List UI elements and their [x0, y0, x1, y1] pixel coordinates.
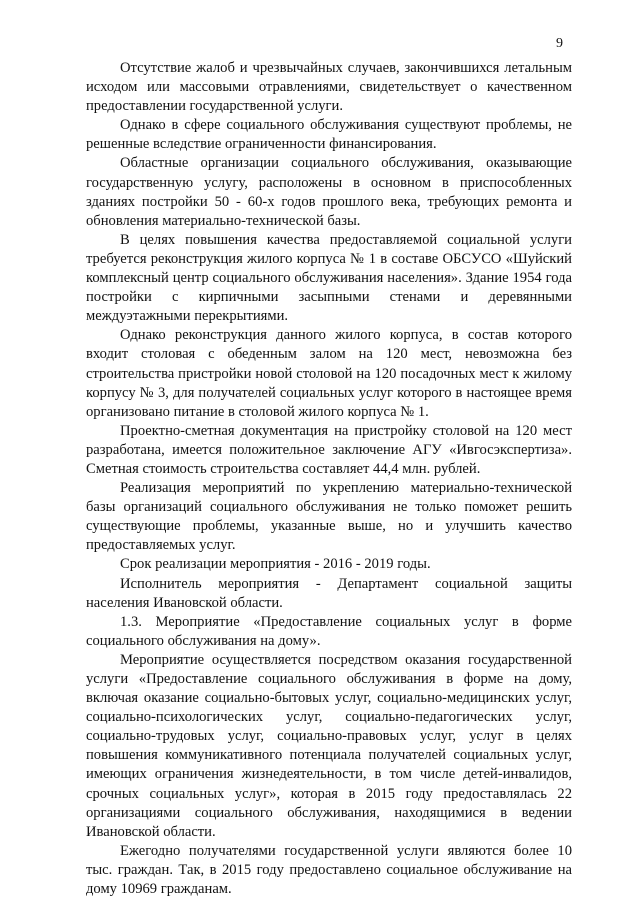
paragraph-implementation-period: Срок реализации мероприятия - 2016 - 2019 годы. [120, 556, 431, 573]
document-body [86, 59, 572, 899]
paragraph-funding-problems: Однако в сфере социального обслуживания существуют проблемы, не решенные вследствие ограниченности финансирования. [86, 117, 572, 153]
paragraph-annual-recipients: Ежегодно получателями государственной услуги являются более 10 тыс. граждан. Так, в 2015 году предоставлено социальное обслуживание на дому 10969 гражданам. [86, 842, 572, 898]
paragraph-reconstruction-need: В целях повышения качества предоставляемой социальной услуги требуется реконструкция жилого корпуса № 1 в составе ОБСУСО «Шуйский комплексный центр социального обслуживания населения». Здание 1954 года постройки с кирпичными засыпными стенами и деревянными междуэтажными перекрытиями. [86, 231, 572, 325]
page-number: 9 [556, 36, 563, 51]
paragraph-design-estimate: Проектно-сметная документация на пристройку столовой на 120 мест разработана, имеется положительное заключение АГУ «Ивгосэкспертиза». Сметная стоимость строительства составляет 44,4 млн. рублей. [86, 422, 572, 477]
paragraph-implementation-benefits: Реализация мероприятий по укреплению материально-технической базы организаций социального обслуживания не только поможет решить существующие проблемы, указанные выше, но и улучшить качество предоставляемых услуг. [86, 480, 572, 554]
paragraph-no-complaints: Отсутствие жалоб и чрезвычайных случаев, закончившихся летальным исходом или массовыми отравлениями, свидетельствует о качественном предоставлении государственной услуги. [86, 60, 572, 115]
paragraph-executor: Исполнитель мероприятия - Департамент социальной защиты населения Ивановской области. [86, 575, 572, 611]
paragraph-regional-organizations: Областные организации социального обслуживания, оказывающие государственную услугу, расположены в основном в приспособленных зданиях постройки 50 - 60-х годов прошлого века, требующих ремонта и обновления материально-технической базы. [86, 155, 572, 229]
section-heading-1-3: 1.3. Мероприятие «Предоставление социальных услуг в форме социального обслуживания на дому». [86, 613, 572, 649]
paragraph-service-description: Мероприятие осуществляется посредством оказания государственной услуги «Предоставление социального обслуживания в форме на дому, включая оказание социально-бытовых услуг, социально-медицинских услуг, социально-психологических услуг, социально-педагогических услуг, социально-трудовых услуг, социально-правовых услуг, услуг в целях повышения коммуникативного потенциала получателей социальных услуг, имеющих ограничения жизнедеятельности, в том числе детей-инвалидов, срочных социальных услуг», которая в 2015 году предоставлялась 22 организациями социального обслуживания, находящимися в ведении Ивановской области. [86, 651, 572, 840]
paragraph-canteen-extension: Однако реконструкция данного жилого корпуса, в состав которого входит столовая с обеденным залом на 120 мест, невозможна без строительства пристройки новой столовой на 120 посадочных мест к жилому корпусу № 3, для получателей социальных услуг которого в настоящее время организовано питание в столовой жилого корпуса № 1. [86, 327, 572, 420]
